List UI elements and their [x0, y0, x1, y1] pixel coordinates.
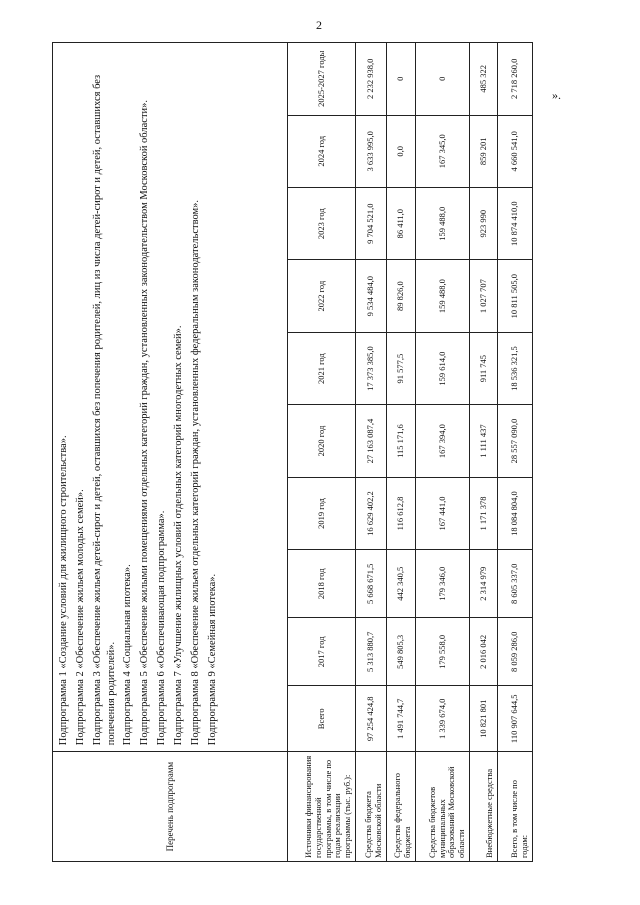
table-cell: 110 907 644,5 — [498, 686, 533, 752]
page-number: 2 — [316, 18, 322, 32]
table-cell: 2 016 042 — [470, 618, 498, 686]
table-cell: 9 534 484,0 — [356, 260, 387, 332]
table-cell: 1 491 744,7 — [387, 686, 416, 752]
subprogram-item-1: Подпрограмма 1 «Создание условий для жилищного строительства». — [58, 435, 69, 746]
table-cell: 923 990 — [470, 187, 498, 259]
table-cell: 167 345,0 — [416, 115, 470, 187]
table-cell: 18 084 804,0 — [498, 477, 533, 549]
table-cell: 8 605 337,0 — [498, 550, 533, 618]
table-cell: 549 805,3 — [387, 618, 416, 686]
column-header-2021: 2021 год — [288, 332, 356, 404]
table-row-total — [498, 43, 533, 862]
table-cell: 485 322 — [470, 43, 498, 116]
subprograms-row — [53, 43, 288, 862]
table-cell: 10 811 505,0 — [498, 260, 533, 332]
subprogram-item-5: Подпрограмма 5 «Обеспечение жилыми помещениями отдельных категорий граждан, установленных законодательством Московской области». — [139, 99, 151, 746]
finance-header: Источники финансирования государственной программы, в том числе по годам реализации программы (тыс. руб.): — [288, 752, 356, 862]
table-cell: 5 313 880,7 — [356, 618, 387, 686]
subprogram-item-6: Подпрограмма 6 «Обеспечивающая подпрограмма». — [156, 510, 168, 746]
table-cell: 116 612,8 — [387, 477, 416, 549]
finance-header-row — [288, 43, 356, 862]
table-row-regional-budget — [356, 43, 387, 862]
table-cell: 0 — [387, 43, 416, 116]
table-cell: 159 614,0 — [416, 332, 470, 404]
column-header-2017: 2017 год — [288, 618, 356, 686]
column-header-2022: 2022 год — [288, 260, 356, 332]
table-cell: 0,0 — [387, 115, 416, 187]
table-cell: 179 346,0 — [416, 550, 470, 618]
table-cell: 1 339 674,0 — [416, 686, 470, 752]
table-row-municipal-budget — [416, 43, 470, 862]
table-cell: 17 373 385,0 — [356, 332, 387, 404]
subprograms-header: Перечень подпрограмм — [53, 752, 288, 862]
table-cell: 159 488,0 — [416, 260, 470, 332]
table-cell: 10 821 801 — [470, 686, 498, 752]
row-label: Всего, в том числе по годам: — [498, 752, 533, 862]
closing-quote: ». — [552, 88, 561, 102]
subprogram-item-4: Подпрограмма 4 «Социальная ипотека». — [122, 564, 134, 746]
table-cell: 28 557 090,0 — [498, 405, 533, 477]
table-cell: 2 314 979 — [470, 550, 498, 618]
table-cell: 1 171 378 — [470, 477, 498, 549]
table-cell: 8 059 286,0 — [498, 618, 533, 686]
row-label: Внебюджетные средства — [470, 752, 498, 862]
table-cell: 859 201 — [470, 115, 498, 187]
column-header-2023: 2023 год — [288, 187, 356, 259]
table-cell: 911 745 — [470, 332, 498, 404]
table-row-extrabudgetary — [470, 43, 498, 862]
table-cell: 159 488,0 — [416, 187, 470, 259]
table-cell: 1 111 437 — [470, 405, 498, 477]
table-cell: 3 633 995,0 — [356, 115, 387, 187]
table-cell: 91 577,5 — [387, 332, 416, 404]
table-cell: 89 826,0 — [387, 260, 416, 332]
subprogram-item-9: Подпрограмма 9 «Семейная ипотека». — [206, 573, 218, 746]
table-cell: 5 668 671,5 — [356, 550, 387, 618]
column-header-2024: 2024 год — [288, 115, 356, 187]
table-cell: 442 340,5 — [387, 550, 416, 618]
row-label: Средства бюджетов муниципальных образований Московской области — [416, 752, 470, 862]
subprogram-item-3: Подпрограмма 3 «Обеспечение жильем детей-сирот и детей, оставшихся без попечения родителей, лиц из числа детей-сирот и детей, оставшихся без попечения родителей». — [91, 74, 117, 746]
table-cell: 2 232 938,0 — [356, 43, 387, 116]
table-cell: 27 163 087,4 — [356, 405, 387, 477]
column-header-total: Всего — [288, 686, 356, 752]
column-header-2020: 2020 год — [288, 405, 356, 477]
table-cell: 10 874 410,0 — [498, 187, 533, 259]
subprograms-list — [53, 43, 288, 752]
subprogram-item-8: Подпрограмма 8 «Обеспечение жильем отдельных категорий граждан, установленных федеральным законодательством». — [189, 199, 201, 746]
column-header-2025-2027: 2025-2027 годы — [288, 43, 356, 116]
rotated-table-container — [52, 42, 532, 862]
row-label: Средства федерального бюджета — [387, 752, 416, 862]
table-cell: 167 441,0 — [416, 477, 470, 549]
table-cell: 97 254 424,8 — [356, 686, 387, 752]
column-header-2018: 2018 год — [288, 550, 356, 618]
table-cell: 115 171,6 — [387, 405, 416, 477]
table-cell: 167 394,0 — [416, 405, 470, 477]
row-label: Средства бюджета Московской области — [356, 752, 387, 862]
table-cell: 9 704 521,0 — [356, 187, 387, 259]
column-header-2019: 2019 год — [288, 477, 356, 549]
table-row-federal-budget — [387, 43, 416, 862]
table-cell: 0 — [416, 43, 470, 116]
table-cell: 179 558,0 — [416, 618, 470, 686]
subprogram-item-7: Подпрограмма 7 «Улучшение жилищных условий отдельных категорий многодетных семей». — [173, 325, 185, 746]
table-cell: 16 629 402,2 — [356, 477, 387, 549]
subprogram-item-2: Подпрограмма 2 «Обеспечение жильем молодых семей». — [74, 489, 86, 746]
table-cell: 2 718 260,0 — [498, 43, 533, 116]
program-finance-table — [52, 42, 533, 862]
table-cell: 4 660 541,0 — [498, 115, 533, 187]
table-cell: 1 027 707 — [470, 260, 498, 332]
table-cell: 18 536 321,5 — [498, 332, 533, 404]
table-cell: 86 411,0 — [387, 187, 416, 259]
